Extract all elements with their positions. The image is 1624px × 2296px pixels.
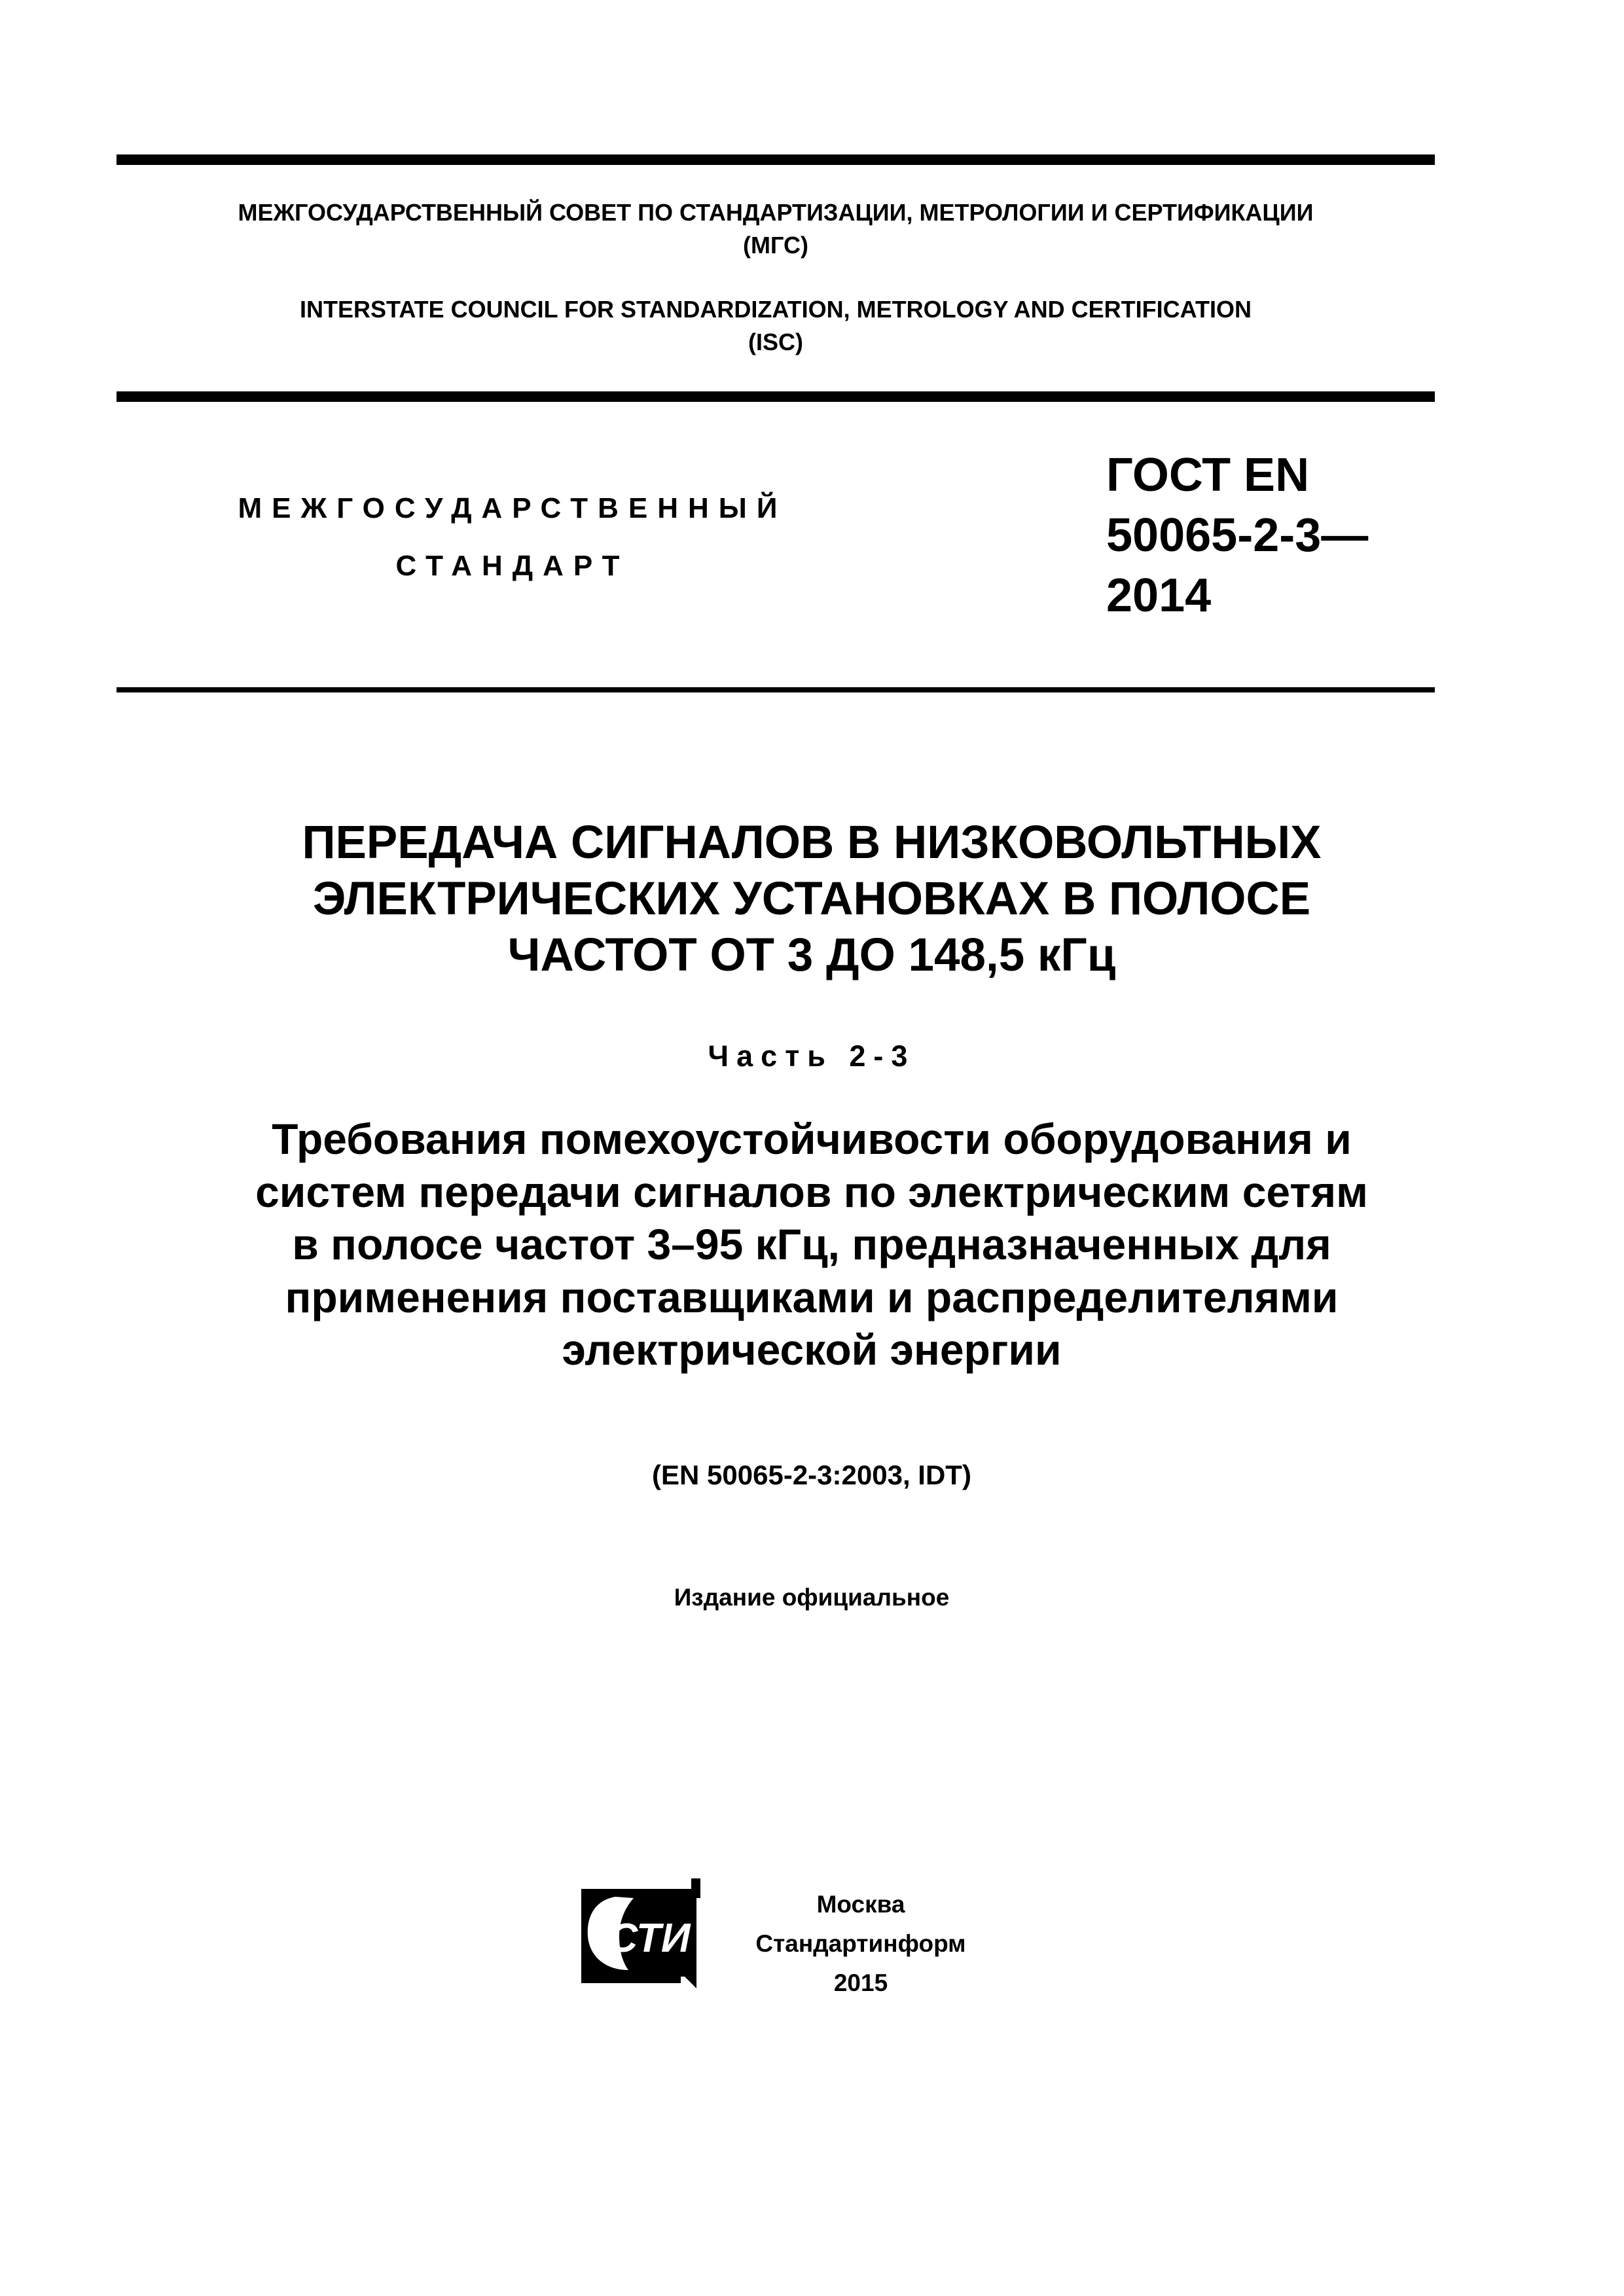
part-label: Часть 2-3 — [708, 1039, 916, 1073]
designation-year: 2014 — [1106, 569, 1212, 622]
designation-rule — [117, 687, 1435, 692]
title-line3: ЧАСТОТ ОТ 3 ДО 148,5 кГц — [507, 929, 1116, 981]
council-name-en-line1: INTERSTATE COUNCIL FOR STANDARDIZATION, METROLOGY AND CERTIFICATION — [300, 296, 1252, 323]
en-reference: (EN 50065-2-3:2003, IDT) — [652, 1460, 971, 1490]
title-line1: ПЕРЕДАЧА СИГНАЛОВ В НИЗКОВОЛЬТНЫХ — [302, 817, 1322, 869]
designation-line2: 50065-2-3— — [1106, 509, 1369, 562]
subtitle-line5: электрической энергии — [562, 1325, 1062, 1374]
standard-type-line1: МЕЖГОСУДАРСТВЕННЫЙ — [238, 492, 787, 524]
publication-year: 2015 — [833, 1969, 888, 1996]
document-title — [92, 815, 1532, 984]
council-name-ru — [117, 196, 1435, 262]
publisher-city: Москва — [816, 1891, 905, 1918]
subtitle-line2: систем передачи сигналов по электрическим сетям — [255, 1167, 1368, 1216]
standartinform-logo-icon — [576, 1878, 707, 1990]
subtitle-line1: Требования помехоустойчивости оборудования и — [272, 1115, 1352, 1163]
designation-line1: ГОСТ EN — [1106, 449, 1310, 501]
publisher-name: Стандартинформ — [755, 1930, 966, 1957]
council-abbr-ru: (МГС) — [743, 232, 808, 259]
standard-designation — [1106, 445, 1473, 626]
standard-type-line2: СТАНДАРТ — [395, 550, 630, 582]
document-subtitle — [92, 1113, 1532, 1376]
council-name-ru-line1: МЕЖГОСУДАРСТВЕННЫЙ СОВЕТ ПО СТАНДАРТИЗАЦИИ, МЕТРОЛОГИИ И СЕРТИФИКАЦИИ — [238, 199, 1314, 226]
council-name-en — [117, 293, 1435, 359]
logo-text: СТИ — [608, 1916, 691, 1961]
top-rule — [117, 154, 1435, 165]
header-rule — [117, 391, 1435, 402]
subtitle-line4: применения поставщиками и распределителями — [285, 1272, 1339, 1321]
edition-label: Издание официальное — [674, 1584, 950, 1611]
publisher-block — [736, 1885, 985, 2003]
title-line2: ЭЛЕКТРИЧЕСКИХ УСТАНОВКАХ В ПОЛОСЕ — [312, 872, 1311, 925]
subtitle-line3: в полосе частот 3–95 кГц, предназначенных для — [292, 1220, 1331, 1269]
council-abbr-en: (ISC) — [748, 329, 803, 355]
